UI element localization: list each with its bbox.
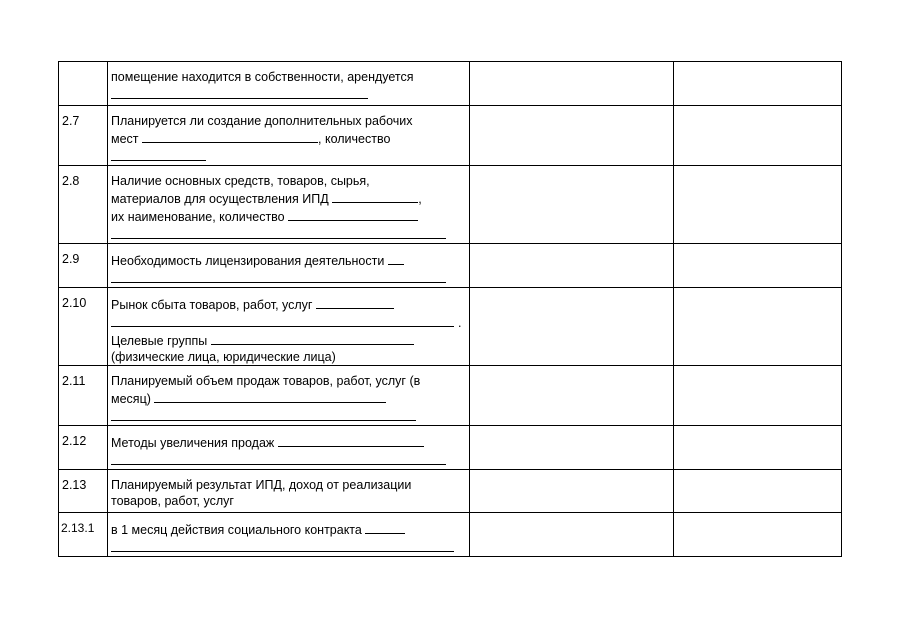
table-row <box>59 426 842 470</box>
form-table <box>58 61 842 557</box>
value-cell[interactable] <box>470 513 674 557</box>
value-cell[interactable] <box>470 62 674 106</box>
note-cell[interactable] <box>674 288 842 366</box>
value-cell[interactable] <box>470 366 674 426</box>
row-number: 2.13.1 <box>59 513 108 557</box>
row-description: Рынок сбыта товаров, работ, услуг . Целевые группы (физические лица, юридические лица) <box>108 288 470 366</box>
note-cell[interactable] <box>674 106 842 166</box>
blank-field[interactable] <box>278 433 424 447</box>
blank-field[interactable] <box>111 225 446 239</box>
blank-field[interactable] <box>142 129 318 143</box>
row-number: 2.10 <box>59 288 108 366</box>
value-cell[interactable] <box>470 426 674 470</box>
table-row <box>59 366 842 426</box>
value-cell[interactable] <box>470 166 674 244</box>
row-number <box>59 62 108 106</box>
note-cell[interactable] <box>674 166 842 244</box>
row-description: Планируемый объем продаж товаров, работ, услуг (в месяц) <box>108 366 470 426</box>
row-description: Наличие основных средств, товаров, сырья, материалов для осуществления ИПД , их наименование, количество <box>108 166 470 244</box>
blank-field[interactable] <box>111 451 446 465</box>
table-row <box>59 288 842 366</box>
table-row <box>59 470 842 513</box>
blank-field[interactable] <box>154 389 386 403</box>
row-description: в 1 месяц действия социального контракта <box>108 513 470 557</box>
table-row <box>59 513 842 557</box>
note-cell[interactable] <box>674 244 842 288</box>
value-cell[interactable] <box>470 244 674 288</box>
row-description: Методы увеличения продаж <box>108 426 470 470</box>
row-description: Планируемый результат ИПД, доход от реализации товаров, работ, услуг <box>108 470 470 513</box>
value-cell[interactable] <box>470 106 674 166</box>
table-row <box>59 106 842 166</box>
row-number: 2.8 <box>59 166 108 244</box>
row-number: 2.12 <box>59 426 108 470</box>
row-number: 2.13 <box>59 470 108 513</box>
value-cell[interactable] <box>470 470 674 513</box>
blank-field[interactable] <box>211 331 414 345</box>
table-row <box>59 166 842 244</box>
blank-field[interactable] <box>111 147 206 161</box>
row-description: Планируется ли создание дополнительных рабочих мест , количество <box>108 106 470 166</box>
note-cell[interactable] <box>674 470 842 513</box>
note-cell[interactable] <box>674 62 842 106</box>
value-cell[interactable] <box>470 288 674 366</box>
table-row <box>59 244 842 288</box>
blank-field[interactable] <box>332 189 418 203</box>
note-cell[interactable] <box>674 426 842 470</box>
note-cell[interactable] <box>674 366 842 426</box>
blank-field[interactable] <box>111 407 416 421</box>
blank-field[interactable] <box>316 295 394 309</box>
blank-field[interactable] <box>111 85 368 99</box>
blank-field[interactable] <box>288 207 418 221</box>
note-cell[interactable] <box>674 513 842 557</box>
blank-field[interactable] <box>111 538 454 552</box>
blank-field[interactable] <box>111 313 454 327</box>
row-description: Необходимость лицензирования деятельности <box>108 244 470 288</box>
blank-field[interactable] <box>111 269 446 283</box>
row-description: помещение находится в собственности, арендуется <box>108 62 470 106</box>
table-row <box>59 62 842 106</box>
row-number: 2.9 <box>59 244 108 288</box>
row-number: 2.7 <box>59 106 108 166</box>
row-number: 2.11 <box>59 366 108 426</box>
blank-field[interactable] <box>365 520 405 534</box>
blank-field[interactable] <box>388 251 404 265</box>
